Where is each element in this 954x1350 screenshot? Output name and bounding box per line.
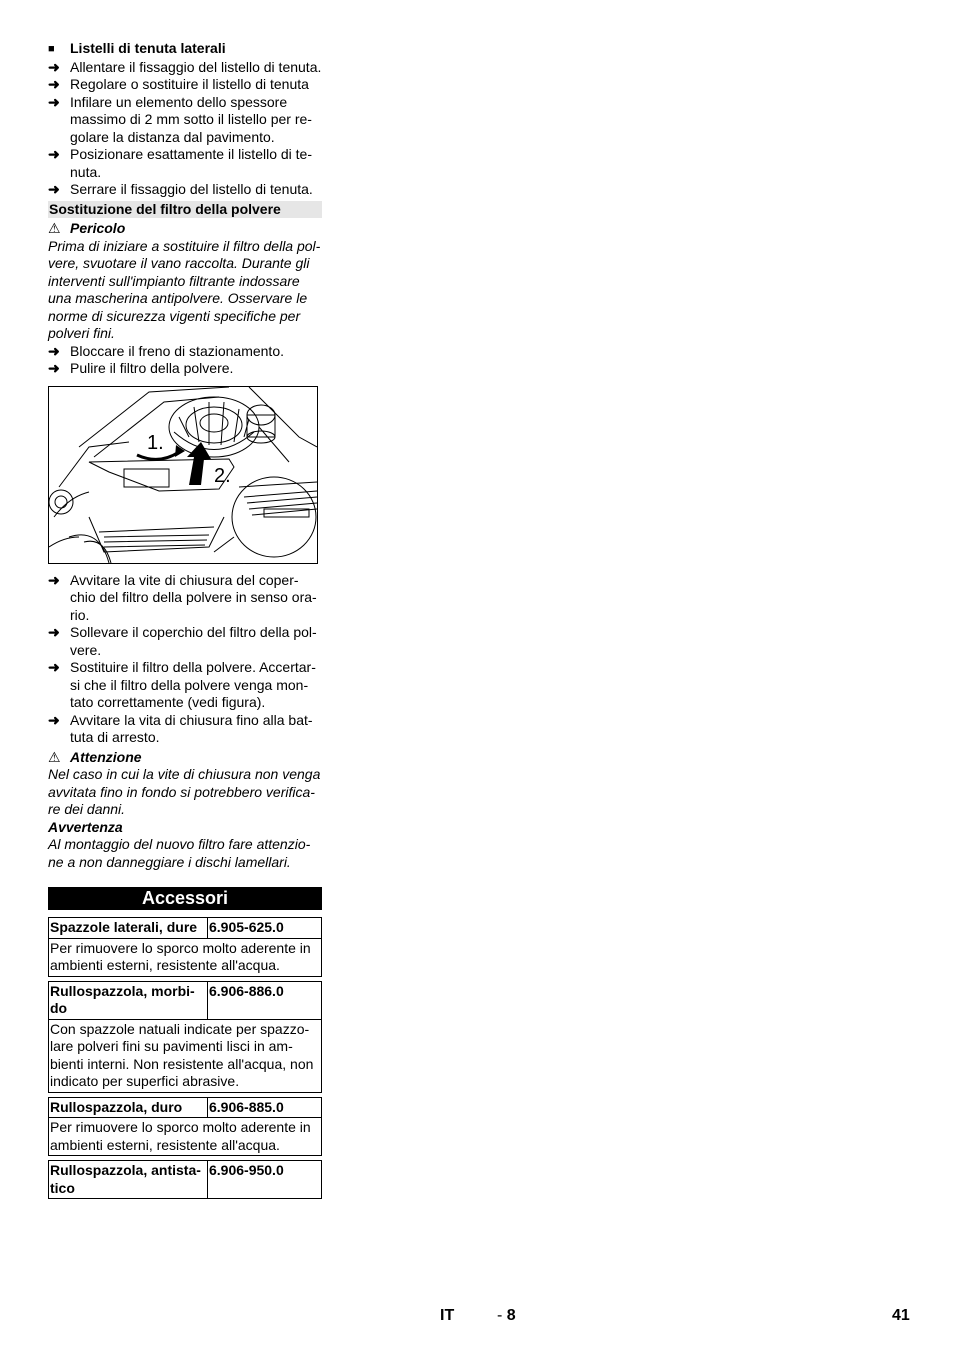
accessory-name: Spazzole laterali, dure — [49, 918, 208, 939]
arrow-right-icon: ➜ — [48, 93, 60, 110]
arrow-right-icon: ➜ — [48, 659, 60, 675]
arrow-right-icon: ➜ — [48, 624, 60, 640]
seal-heading-line — [48, 40, 322, 59]
arrow-right-icon: ➜ — [48, 146, 60, 162]
danger-text: Prima di iniziare a sostituire il filtro della pol-vere, svuotare il vano raccolta. Durante gli interventi sull'impianto filtrante indossare una mascherina antipolvere. Osservare le norme di sicurezza vigenti specifiche per polveri fini. — [48, 237, 321, 341]
arrow-right-icon: ➜ — [48, 711, 60, 728]
seal-step: ➜ Allentare il fissaggio del listello di tenuta. — [48, 58, 322, 75]
accessory-name: Rullospazzola, antista-tico — [49, 1161, 208, 1199]
arrow-right-icon: ➜ — [48, 58, 60, 75]
arrow-right-icon: ➜ — [48, 571, 60, 588]
caution-text: Nel caso in cui la vite di chiusura non venga avvitata fino in fondo si potrebbero verifica-re dei danni. — [48, 766, 321, 817]
danger-label: Pericolo — [70, 220, 126, 236]
footer-page-number: 41 — [892, 1307, 910, 1324]
filter-step: ➜ Avvitare la vita di chiusura fino alla bat-tuta di arresto. — [48, 711, 313, 745]
footer-subpage: - 8 — [497, 1307, 516, 1324]
accessory-name: Rullospazzola, duro — [49, 1097, 208, 1118]
arrow-right-icon: ➜ — [48, 342, 60, 359]
warning-triangle-icon: ⚠ — [48, 748, 61, 765]
accessory-table — [48, 1097, 322, 1157]
accessory-desc: Per rimuovere lo sporco molto aderente in ambienti esterni, resistente all'acqua. — [49, 938, 322, 976]
figure-label-2: 2. — [214, 464, 231, 487]
danger-label-line — [48, 220, 322, 238]
warning-triangle-icon: ⚠ — [48, 220, 61, 236]
caution-label-line — [48, 749, 322, 767]
seal-step: ➜ Infilare un elemento dello spessore massimo di 2 mm sotto il listello per re-golare la distanza dal pavimento. — [48, 93, 312, 145]
caution-label: Attenzione — [70, 748, 142, 765]
filter-step: ➜ Sostituire il filtro della polvere. Accertar-si che il filtro della polvere venga mon-tato correttamente (vedi figura). — [48, 659, 316, 710]
accessory-code: 6.906-885.0 — [208, 1097, 322, 1118]
accessory-code: 6.906-886.0 — [208, 981, 322, 1019]
accessory-desc: Per rimuovere lo sporco molto aderente in ambienti esterni, resistente all'acqua. — [49, 1118, 322, 1156]
figure-label-1: 1. — [147, 431, 164, 454]
filter-step: ➜ Pulire il filtro della polvere. — [48, 360, 234, 376]
accessory-desc: Con spazzole natuali indicate per spazzo-lare polveri fini su pavimenti lisci in am-bienti interni. Non resistente all'acqua, non indicato per superfici abrasive. — [49, 1019, 322, 1092]
seal-heading: Listelli di tenuta laterali — [70, 40, 226, 56]
seal-step: ➜ Posizionare esattamente il listello di te-nuta. — [48, 146, 313, 180]
filter-section-heading: Sostituzione del filtro della polvere — [48, 201, 322, 219]
footer-subpage-number: 8 — [506, 1307, 516, 1324]
seal-step: ➜ Regolare o sostituire il listello di tenuta — [48, 76, 309, 92]
filter-step: ➜ Avvitare la vite di chiusura del coper-chio del filtro della polvere in senso ora-rio. — [48, 571, 317, 623]
accessory-table — [48, 917, 322, 977]
accessory-table — [48, 1160, 322, 1199]
filter-step: ➜ Bloccare il freno di stazionamento. — [48, 342, 284, 359]
accessory-name: Rullospazzola, morbi-do — [49, 981, 208, 1019]
arrow-right-icon: ➜ — [48, 181, 60, 197]
note-label: Avvertenza — [48, 818, 123, 835]
seal-step: ➜ Serrare il fissaggio del listello di tenuta. — [48, 181, 313, 197]
arrow-right-icon: ➜ — [48, 360, 60, 376]
accessories-title: Accessori — [48, 887, 322, 910]
footer-language: IT — [440, 1307, 455, 1324]
accessory-table — [48, 981, 322, 1093]
arrow-right-icon: ➜ — [48, 76, 60, 92]
square-bullet-icon: ■ — [48, 43, 55, 55]
main-column — [48, 40, 322, 1203]
accessory-code: 6.905-625.0 — [208, 918, 322, 939]
note-text: Al montaggio del nuovo filtro fare attenzio-ne a non danneggiare i dischi lamellari. — [48, 836, 311, 870]
filter-step: ➜ Sollevare il coperchio del filtro della pol-vere. — [48, 624, 317, 658]
filter-illustration-drawing — [49, 387, 317, 563]
accessory-code: 6.906-950.0 — [208, 1161, 322, 1199]
filter-illustration — [48, 386, 318, 564]
